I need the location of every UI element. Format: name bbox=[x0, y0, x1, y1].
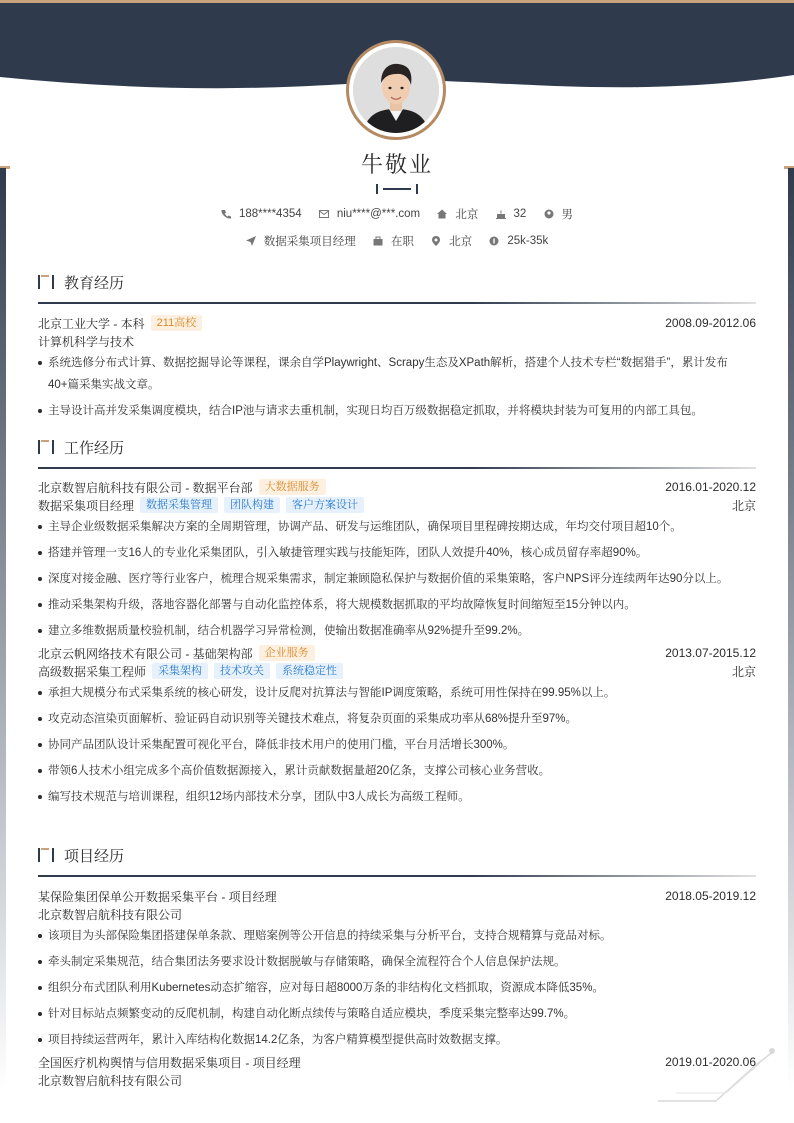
email-item bbox=[319, 208, 420, 220]
role: 高级数据采集工程师 bbox=[38, 664, 147, 679]
portrait-icon bbox=[353, 47, 439, 133]
school-tag: 211高校 bbox=[151, 315, 203, 331]
mail-icon bbox=[319, 209, 329, 219]
candidate-name: 牛敬业 bbox=[360, 152, 433, 177]
work-entry bbox=[38, 478, 756, 642]
list-item: 针对目标站点频繁变动的反爬机制，构建自动化断点续传与策略自适应模块，季度采集完整率达99.7%。 bbox=[38, 1003, 756, 1025]
list-item: 攻克动态渲染页面解析、验证码自动识别等关键技术难点，将复杂页面的采集成功率从68%提升至97%。 bbox=[38, 708, 756, 730]
company-line: 北京云帆网络技术有限公司 - 基础架构部 bbox=[38, 646, 253, 661]
section-divider bbox=[38, 875, 756, 877]
skill-tag: 采集架构 bbox=[152, 663, 208, 679]
section-title: 教育经历 bbox=[64, 274, 125, 292]
name-underline-decoration bbox=[376, 184, 418, 194]
project-entry bbox=[38, 1053, 756, 1089]
section-divider bbox=[38, 467, 756, 469]
list-item: 深度对接金融、医疗等行业客户，梳理合规采集需求，制定兼顾隐私保护与数据价值的采集策略，客户NPS评分连续两年达90分以上。 bbox=[38, 568, 756, 590]
project-dates: 2018.05-2019.12 bbox=[665, 889, 756, 903]
section-title: 工作经历 bbox=[64, 439, 125, 457]
city-text: 北京 bbox=[455, 209, 479, 221]
education-section bbox=[38, 270, 756, 426]
section-mark-icon bbox=[38, 848, 56, 862]
skill-tag: 系统稳定性 bbox=[276, 663, 343, 679]
project-name: 某保险集团保单公开数据采集平台 - 项目经理 bbox=[38, 889, 277, 904]
list-item: 项目持续运营两年，累计入库结构化数据14.2亿条，为客户精算模型提供高时效数据支撑。 bbox=[38, 1029, 756, 1051]
location-pin-icon bbox=[431, 236, 441, 246]
money-icon bbox=[489, 236, 499, 246]
target-position-item bbox=[246, 233, 356, 249]
skill-tag: 客户方案设计 bbox=[286, 497, 364, 513]
work-location: 北京 bbox=[731, 498, 756, 513]
education-entry bbox=[38, 314, 756, 422]
skill-tag: 技术攻关 bbox=[214, 663, 270, 679]
salary-text: 25k-35k bbox=[507, 235, 549, 247]
project-entry bbox=[38, 887, 756, 1051]
section-mark-icon bbox=[38, 275, 56, 289]
list-item: 建立多维数据质量校验机制，结合机器学习异常检测，使输出数据准确率从92%提升至99.2%。 bbox=[38, 620, 756, 642]
job-intention-row bbox=[0, 233, 794, 249]
status-item bbox=[373, 233, 414, 249]
project-dates: 2019.01-2020.06 bbox=[665, 1055, 756, 1069]
industry-tag: 大数据服务 bbox=[259, 479, 326, 495]
home-icon bbox=[437, 209, 447, 219]
list-item: 组织分布式团队利用Kubernetes动态扩缩容，应对每日超8000万条的非结构化文档抓取，资源成本降低35%。 bbox=[38, 977, 756, 999]
list-item: 主导企业级数据采集解决方案的全周期管理，协调产品、研发与运维团队，确保项目里程碑按期达成，年均交付项目超10个。 bbox=[38, 516, 756, 538]
section-header bbox=[38, 435, 756, 459]
list-item: 带领6人技术小组完成多个高价值数据源接入，累计贡献数据量超20亿条，支撑公司核心业务营收。 bbox=[38, 760, 756, 782]
project-company: 北京数智启航科技有限公司 bbox=[38, 907, 183, 922]
section-divider bbox=[38, 302, 756, 304]
phone-text: 188****4354 bbox=[238, 208, 302, 220]
skill-tag: 团队构建 bbox=[224, 497, 280, 513]
avatar-photo bbox=[353, 47, 439, 133]
list-item: 协同产品团队设计采集配置可视化平台，降低非技术用户的使用门槛，平台月活增长300%。 bbox=[38, 734, 756, 756]
section-title: 项目经历 bbox=[64, 847, 125, 865]
list-item: 系统选修分布式计算、数据挖掘导论等课程，课余自学Playwright、Scrapy生态及XPath解析，搭建个人技术专栏“数据猎手”，累计发布40+篇采集实战文章。 bbox=[38, 352, 756, 396]
education-dates: 2008.09-2012.06 bbox=[665, 316, 756, 330]
send-icon bbox=[246, 236, 256, 246]
phone-item bbox=[221, 208, 302, 220]
target-position-text: 数据采集项目经理 bbox=[263, 236, 356, 248]
briefcase-icon bbox=[373, 236, 383, 246]
major: 计算机科学与技术 bbox=[38, 334, 135, 349]
gold-top-line bbox=[0, 0, 794, 3]
gender-icon bbox=[544, 209, 554, 219]
projects-section bbox=[38, 843, 756, 1089]
status-text: 在职 bbox=[390, 236, 414, 248]
role: 数据采集项目经理 bbox=[38, 498, 135, 513]
list-item: 搭建并管理一支16人的专业化采集团队，引入敏捷管理实践与技能矩阵，团队人效提升40%，核心成员留存率超90%。 bbox=[38, 542, 756, 564]
phone-icon bbox=[221, 209, 231, 219]
gender-item bbox=[544, 206, 574, 222]
industry-tag: 企业服务 bbox=[259, 645, 315, 661]
work-section bbox=[38, 435, 756, 812]
list-item: 编写技术规范与培训课程，组织12场内部技术分享，团队中3人成长为高级工程师。 bbox=[38, 786, 756, 808]
skill-tag: 数据采集管理 bbox=[140, 497, 218, 513]
work-dates: 2013.07-2015.12 bbox=[665, 646, 756, 660]
email-text: niu****@***.com bbox=[336, 208, 421, 220]
work-dates: 2016.01-2020.12 bbox=[665, 480, 756, 494]
gender-text: 男 bbox=[561, 209, 574, 221]
project-company: 北京数智启航科技有限公司 bbox=[38, 1073, 183, 1088]
work-entry bbox=[38, 644, 756, 808]
project-name: 全国医疗机构舆情与信用数据采集项目 - 项目经理 bbox=[38, 1055, 301, 1070]
right-side-line bbox=[788, 168, 794, 1088]
salary-item bbox=[489, 235, 548, 247]
target-city-text: 北京 bbox=[449, 236, 473, 248]
list-item: 承担大规模分布式采集系统的核心研发，设计反爬对抗算法与智能IP调度策略，系统可用性保持在99.95%以上。 bbox=[38, 682, 756, 704]
age-item bbox=[496, 208, 527, 220]
work-location: 北京 bbox=[731, 664, 756, 679]
contact-row bbox=[0, 206, 794, 222]
list-item: 主导设计高并发采集调度模块，结合IP池与请求去重机制，实现日均百万级数据稳定抓取，并将模块封装为可复用的内部工具包。 bbox=[38, 400, 756, 422]
section-header bbox=[38, 270, 756, 294]
list-item: 推动采集架构升级，落地容器化部署与自动化监控体系，将大规模数据抓取的平均故障恢复时间缩短至15分钟以内。 bbox=[38, 594, 756, 616]
list-item: 该项目为头部保险集团搭建保单条款、理赔案例等公开信息的持续采集与分析平台，支持合规精算与竞品对标。 bbox=[38, 925, 756, 947]
section-mark-icon bbox=[38, 440, 56, 454]
city-item bbox=[437, 206, 478, 222]
cake-icon bbox=[496, 209, 506, 219]
list-item: 牵头制定采集规范，结合集团法务要求设计数据脱敏与存储策略，确保全流程符合个人信息保护法规。 bbox=[38, 951, 756, 973]
target-city-item bbox=[431, 233, 472, 249]
section-header bbox=[38, 843, 756, 867]
company-line: 北京数智启航科技有限公司 - 数据平台部 bbox=[38, 480, 253, 495]
avatar-frame bbox=[346, 40, 446, 140]
left-side-line bbox=[0, 168, 6, 1088]
age-text: 32 bbox=[513, 208, 527, 220]
school-line: 北京工业大学 - 本科 bbox=[38, 316, 145, 331]
